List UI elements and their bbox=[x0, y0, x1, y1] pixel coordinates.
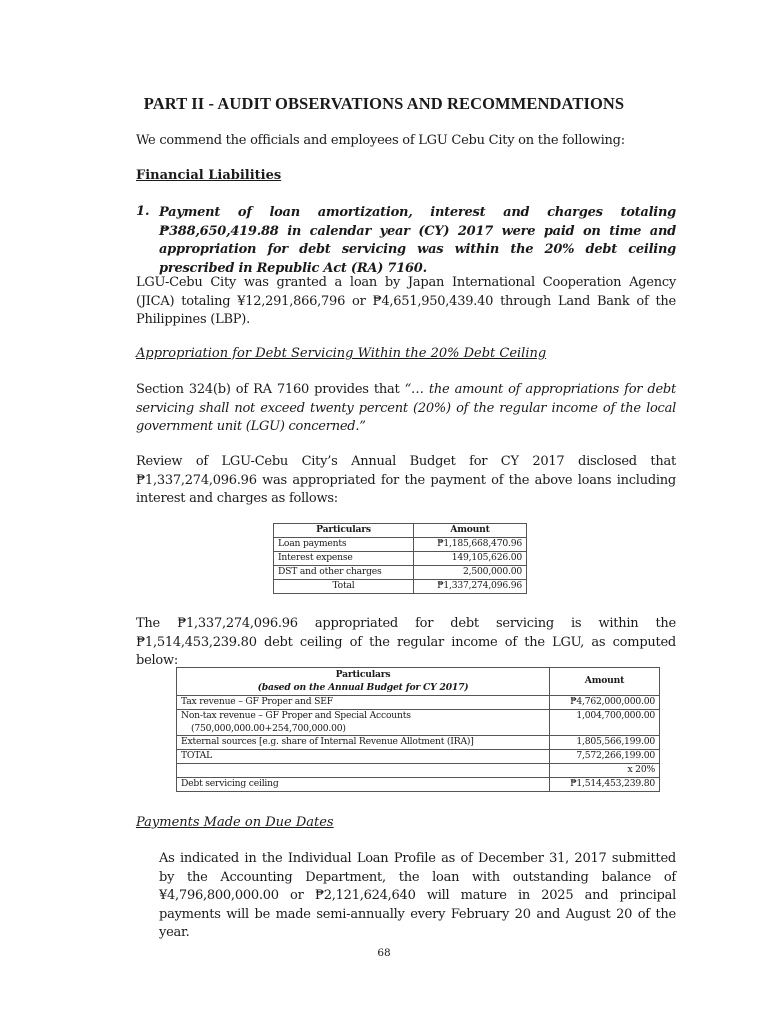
table-cell: 1,004,700,000.00 bbox=[550, 710, 660, 736]
table-cell bbox=[177, 710, 550, 736]
table-cell: 149,105,626.00 bbox=[414, 552, 527, 566]
table-cell: Interest expense bbox=[274, 552, 414, 566]
debt-ceiling-table bbox=[176, 667, 660, 792]
table-row bbox=[274, 538, 527, 552]
table-cell-line: Non-tax revenue – GF Proper and Special Accounts bbox=[181, 710, 411, 721]
table-cell-line: (750,000,000.00+254,700,000.00) bbox=[191, 722, 346, 734]
table-row bbox=[177, 696, 660, 710]
table-row bbox=[177, 736, 660, 750]
loan-paragraph: LGU-Cebu City was granted a loan by Japan International Cooperation Agency (JICA) totaling ¥12,291,866,796 or ₱4,651,950,439.40 through Land Bank of the Philippines (LBP). bbox=[136, 275, 676, 328]
observation-number: 1. bbox=[136, 204, 150, 219]
table-cell: ₱1,337,274,096.96 bbox=[414, 580, 527, 594]
table-cell: x 20% bbox=[550, 764, 660, 778]
table-cell: Debt servicing ceiling bbox=[177, 778, 550, 792]
table-cell: External sources [e.g. share of Internal Revenue Allotment (IRA)] bbox=[177, 736, 550, 750]
subheading-payments: Payments Made on Due Dates bbox=[136, 815, 334, 830]
subheading-appropriation: Appropriation for Debt Servicing Within the 20% Debt Ceiling bbox=[136, 346, 547, 361]
table-cell: Loan payments bbox=[274, 538, 414, 552]
table-cell: 1,805,566,199.00 bbox=[550, 736, 660, 750]
review-paragraph: Review of LGU-Cebu City’s Annual Budget for CY 2017 disclosed that ₱1,337,274,096.96 was appropriated for the payment of the above loans including interest and charges as follows: bbox=[136, 454, 676, 507]
appropriation-table bbox=[273, 523, 527, 594]
table-row bbox=[177, 710, 660, 736]
table-header-row bbox=[274, 524, 527, 538]
table-cell: Tax revenue – GF Proper and SEF bbox=[177, 696, 550, 710]
table-row bbox=[274, 566, 527, 580]
table-cell: TOTAL bbox=[177, 750, 550, 764]
table-cell: DST and other charges bbox=[274, 566, 414, 580]
table-row bbox=[274, 580, 527, 594]
table-cell: 2,500,000.00 bbox=[414, 566, 527, 580]
section-heading: Financial Liabilities bbox=[136, 168, 282, 183]
table-row bbox=[177, 778, 660, 792]
table-cell bbox=[177, 764, 550, 778]
table-header-row bbox=[177, 668, 660, 696]
table-cell: ₱1,514,453,239.80 bbox=[550, 778, 660, 792]
table-cell: ₱4,762,000,000.00 bbox=[550, 696, 660, 710]
column-header-subtitle: (based on the Annual Budget for CY 2017) bbox=[257, 681, 469, 693]
table-cell: 7,572,266,199.00 bbox=[550, 750, 660, 764]
column-header: Amount bbox=[414, 524, 527, 538]
table-cell: Total bbox=[274, 580, 414, 594]
table-cell: ₱1,185,668,470.96 bbox=[414, 538, 527, 552]
ceiling-paragraph: The ₱1,337,274,096.96 appropriated for debt servicing is within the ₱1,514,453,239.80 debt ceiling of the regular income of the LGU, as computed below: bbox=[136, 616, 676, 669]
observation-text: Payment of loan amortization, interest and charges totaling ₱388,650,419.88 in calendar year (CY) 2017 were paid on time and appropriation for debt servicing was within the 20% debt ceiling prescribed in Republic Act (RA) 7160. bbox=[159, 205, 676, 276]
intro-paragraph: We commend the officials and employees of LGU Cebu City on the following: bbox=[136, 133, 625, 148]
page-number: 68 bbox=[377, 947, 391, 959]
table-row bbox=[177, 764, 660, 778]
page-title: PART II - AUDIT OBSERVATIONS AND RECOMMENDATIONS bbox=[143, 94, 625, 113]
section-lead: Section 324(b) of RA 7160 provides that bbox=[136, 382, 400, 397]
column-header: Particulars bbox=[335, 669, 391, 680]
table-row bbox=[177, 750, 660, 764]
column-header-particulars bbox=[177, 668, 550, 696]
section-paragraph bbox=[136, 381, 676, 437]
section-quote: “… the amount of appropriations for debt servicing shall not exceed twenty percent (20%) of the regular income of the local government unit (LGU) concerned.” bbox=[136, 382, 676, 435]
column-header: Particulars bbox=[274, 524, 414, 538]
table-row bbox=[274, 552, 527, 566]
column-header: Amount bbox=[550, 668, 660, 696]
payments-paragraph: As indicated in the Individual Loan Profile as of December 31, 2017 submitted by the Accounting Department, the loan with outstanding balance of ¥4,796,800,000.00 or ₱2,121,624,640 will mature in 2025 and principal payments will be made semi-annually every February 20 and August 20 of the year. bbox=[159, 851, 676, 941]
